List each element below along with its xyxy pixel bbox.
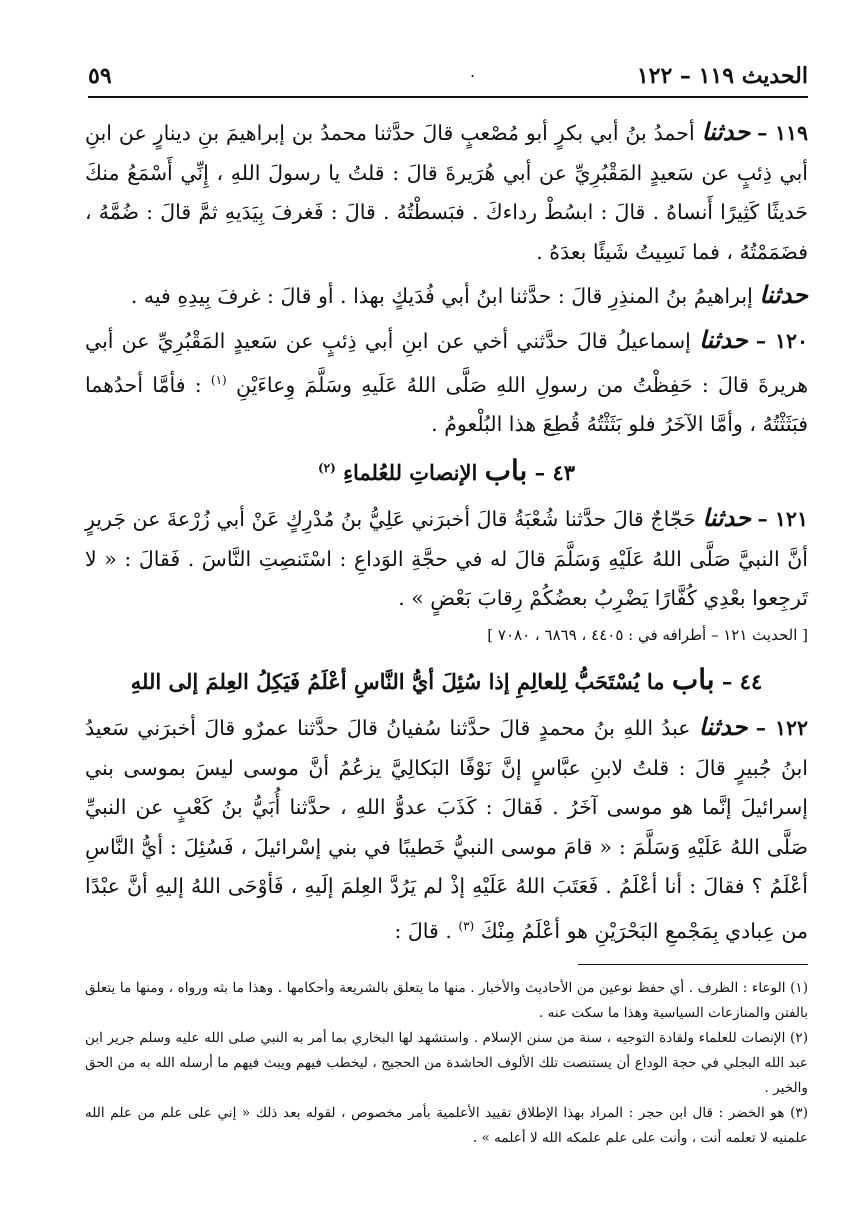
header-dot: . [470, 62, 476, 81]
chapter-heading-44 [85, 660, 808, 702]
footnote-ref[interactable]: (٢) [317, 460, 336, 475]
footnote-divider [578, 964, 808, 965]
chapter-number: ٤٣ – [534, 459, 576, 485]
running-title: الحديث ١١٩ – ١٢٢ [636, 63, 808, 89]
hadith-text: أحمدُ بنُ أبي بكرٍ أبو مُصْعبٍ قالَ حدَّثنا محمدُ بن إبراهيمَ بنِ دينارٍ عن ابنِ أبي ذِئبٍ عن سَعيدٍ المَقْبُرِيِّ عن أبي هُرَيرةَ قالَ : قلتُ يا رسولَ اللهِ ، إِنِّي أَسْمَعُ منكَ حَديثًا كَثِيرًا أَنساهُ . قالَ : ابسُطْ رداءكَ . فبَسطْتُهُ . قالَ : فَغرفَ بِيَدَيهِ ثمَّ قالَ : ضُمَّهُ ، فضَمَمْتُهُ ، فما نَسِيتُ شَيئًا بعدَهُ . [85, 121, 808, 264]
hadith-119 [85, 112, 808, 272]
haddathana-word: حدثنا [699, 324, 748, 354]
hadith-120 [85, 320, 808, 445]
chapter-heading-43 [85, 449, 808, 493]
bab-word: باب [671, 662, 715, 696]
hadith-number: ١٢١ – [757, 507, 808, 532]
atraf-reference: [ الحديث ١٢١ – أطرافه في : ٤٤٠٥ ، ٦٨٦٩ ، ٧٠٨٠ ] [487, 625, 808, 644]
footnote-3: (٣) هو الخضر : قال ابن حجر : المراد بهذا الإطلاق تقييد الأعلمية بأمر مخصوص ، لقوله بعد ذلك « إني على علم من علم الله علمنيه لا تعلمه أنت ، وأنت على علم علمكه الله لا أعلمه » . [85, 1105, 808, 1146]
bab-word: باب [484, 453, 528, 487]
haddathana-word: حدثنا [702, 503, 751, 533]
hadith-text: حَجّاجٌ قالَ حدَّثنا شُعْبَةُ قالَ أخبرَني عَلِيُّ بنُ مُدْرِكٍ عَنْ أبي زُرْعةَ عن جَريرٍ أنَّ النبيَّ صَلَّى اللهُ عَلَيْهِ وَسَلَّمَ قالَ له في حجَّةِ الوَداعِ : اسْتَنصِتِ النَّاسَ . فَقالَ : « لا تَرجِعوا بعْدِي كُفَّارًا يَضْرِبُ بعضُكُمْ رِقابَ بَعْضٍ » . [85, 507, 808, 611]
hadith-number: ١٢٢ – [755, 716, 808, 741]
hadith-text-continued: . قالَ : [394, 918, 452, 943]
hadith-text: إسماعيلُ قالَ حدَّثني أخي عن ابنِ أبي ذِئبٍ عن سَعيدٍ المَقْبُرِيِّ عن أبي هريرةَ قالَ : حَفِظْتُ من رسولِ اللهِ صَلَّى اللهُ عَلَيهِ وسَلَّمَ وِعاءَيْنِ [85, 328, 809, 397]
hadith-text-continued: : فأمَّا أحدُهما فبَثَثْتُهُ ، وأمَّا الآخَرُ فلو بَثَثْتُهُ قُطِعَ هذا البُلْعومُ . [85, 372, 808, 437]
page-header [88, 56, 808, 98]
footnote-1: (١) الوعاء : الظرف . أي حفظ نوعين من الأحاديث والأخبار . منها ما يتعلق بالشريعة وأحكامها . وهذا ما بثه ورواه ، ومنها ما يتعلق بالفتن والمنازعات السياسية وهذا ما سكت عنه . [85, 980, 808, 1021]
main-text [85, 112, 808, 954]
hadith-119-chain [85, 275, 808, 317]
chapter-title: ما يُسْتَحَبُّ لِلعالِمِ إذا سُئِلَ أيُّ النَّاسِ أعْلَمُ فَيَكِلُ العِلمَ إلى اللهِ [130, 668, 665, 694]
haddathana-word: حدثنا [701, 117, 751, 146]
page-number: ٥٩ [88, 63, 112, 89]
footnotes [85, 976, 808, 1151]
haddathana-word: حدثنا [698, 712, 748, 742]
footnote-2: (٢) الإنصات للعلماء ولقادة التوجيه ، سنة من سنن الإسلام . واستشهد لها البخاري بما أمر به النبي صلى الله عليه وسلم جرير ابن عبد الله البجلي في حجة الوداع أن يستنصت تلك الألوف الحاشدة من الحجيج ، ليخطب فيهم ويبث فيهم ما أرسله الله به من الحق والخير . [85, 1030, 808, 1096]
chapter-number: ٤٤ – [721, 668, 763, 694]
haddathana-word: حدثنا [759, 280, 808, 309]
hadith-text: إبراهيمُ بنُ المنذِرِ قالَ : حدَّثنا ابنُ أبي فُدَيكٍ بهذا . أو قالَ : غرفَ بِيدِهِ فيه . [130, 284, 753, 308]
chapter-title: الإنصاتِ للعُلماءِ [343, 459, 478, 485]
hadith-121 [85, 498, 808, 619]
footnote-ref[interactable]: (١) [210, 373, 227, 387]
hadith-number: ١١٩ – [757, 121, 808, 145]
footnote-ref[interactable]: (٣) [458, 918, 475, 933]
hadith-number: ١٢٠ – [755, 328, 808, 353]
hadith-122 [85, 707, 808, 951]
hadith-text: عبدُ اللهِ بنُ محمدٍ قالَ حدَّثنا سُفيانُ قالَ حدَّثنا عمرٌو قالَ أخبرَني سَعيدُ ابنُ جُبيرٍ قالَ : قلتُ لابنِ عبَّاسٍ إنَّ نَوْفًا البَكالِيَّ يزعُمُ أنَّ موسى ليسَ بموسى بني إسرائيلَ إنَّما هو موسى آخَرُ . فَقالَ : كَذَبَ عدوُّ اللهِ ، حدَّثنا أُبَيُّ بنُ كَعْبٍ عن النبيِّ صَلَّى اللهُ عَلَيْهِ وَسَلَّمَ : « قامَ موسى النبيُّ خَطيبًا في بني إسْرائيلَ ، فَسُئِلَ : أيُّ النَّاسِ أعْلَمُ ؟ فقالَ : أنا أعْلَمُ . فَعَتَبَ اللهُ عَلَيْهِ إذْ لم يَرُدَّ العِلمَ إلَيهِ ، فَأوْحَى اللهُ إليهِ أنَّ عبْدًا من عِبادي بِمَجْمعِ البَحْرَيْنِ هو أعْلَمُ مِنْكَ [85, 716, 808, 943]
